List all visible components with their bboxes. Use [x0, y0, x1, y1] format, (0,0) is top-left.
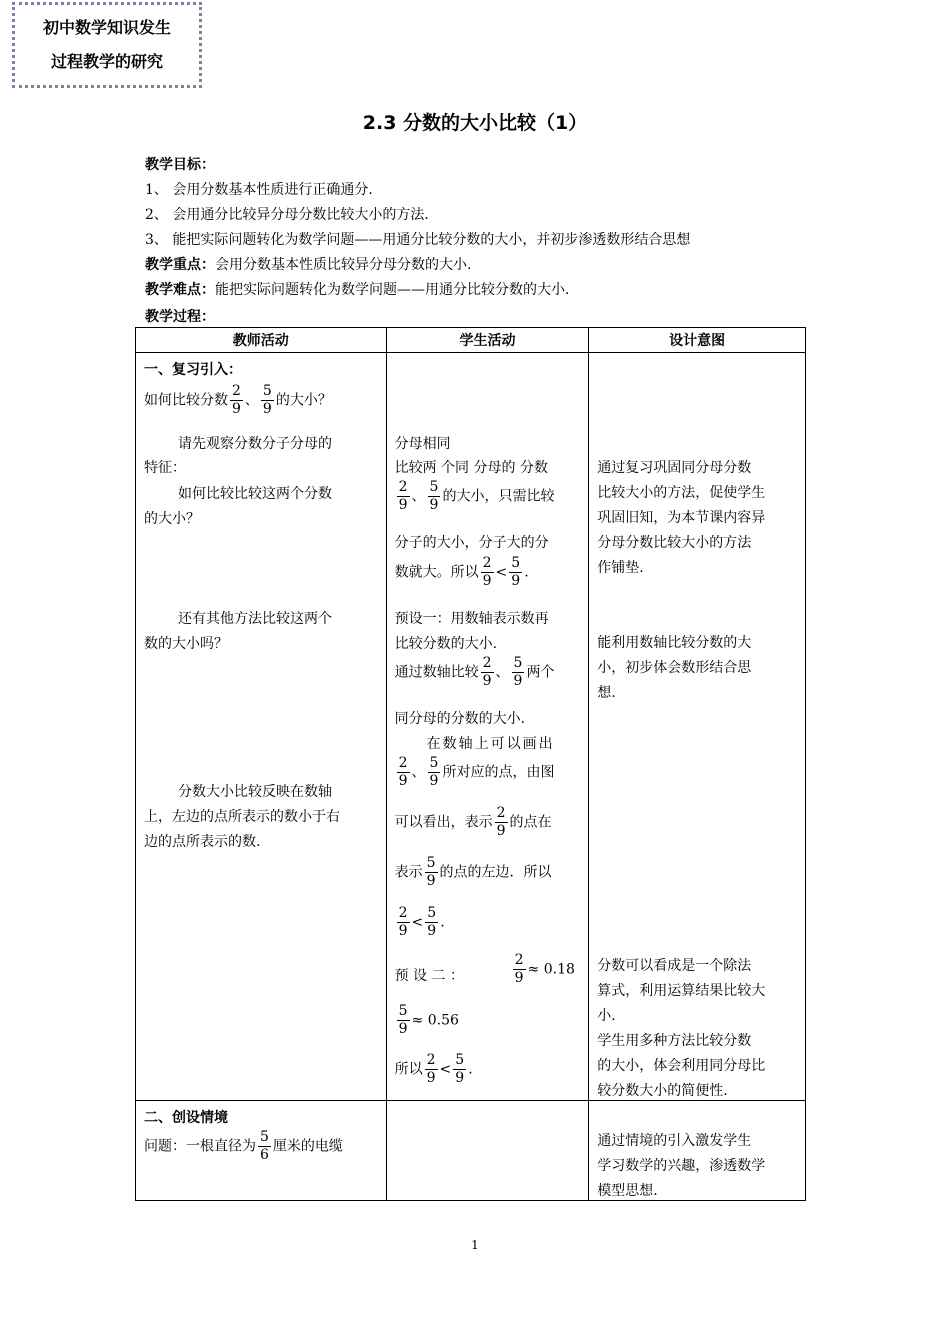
numerator: 5: [513, 655, 523, 671]
fraction-5-9: [397, 1003, 410, 1038]
text: 的大小，只需比较: [442, 488, 555, 505]
student-text: [395, 479, 555, 514]
fraction-2-9: [397, 755, 410, 790]
text: 通过数轴比较: [394, 664, 479, 681]
student-text: [395, 755, 555, 790]
denominator: 9: [398, 773, 408, 789]
text: ≈ 0.56: [411, 1012, 459, 1029]
header-teacher: 教师活动: [136, 328, 387, 353]
text: 、: [411, 764, 426, 781]
text: 所以: [394, 1061, 423, 1078]
text: <: [439, 1061, 452, 1078]
teacher-text: 请先观察分数分子分母的: [178, 436, 332, 452]
difficulty-label: 教学难点：: [145, 282, 215, 298]
fraction-5-9: [428, 755, 441, 790]
design-text: 巩固旧知，为本节课内容异: [597, 510, 766, 526]
numerator: 5: [455, 1052, 465, 1068]
text: 的大小？: [275, 392, 332, 409]
text: .: [524, 564, 529, 581]
denominator: 9: [429, 773, 439, 789]
section-heading: 二、创设情境: [144, 1110, 228, 1126]
lesson-table: [135, 327, 806, 1201]
section-heading: 一、复习引入：: [144, 362, 242, 378]
numerator: 2: [496, 805, 506, 821]
teacher-text: 数的大小吗？: [144, 636, 228, 652]
numerator: 2: [482, 655, 492, 671]
student-text: [395, 555, 529, 590]
denominator: 9: [262, 401, 272, 417]
teacher-question: [144, 383, 332, 418]
stamp-line-1: 初中数学知识发生: [42, 18, 171, 37]
numerator: 2: [398, 755, 408, 771]
table-header-row: [136, 328, 806, 353]
text: 数就大。所以: [394, 564, 479, 581]
text: 的点在: [509, 814, 552, 831]
numerator: 5: [398, 1003, 408, 1019]
teacher-question: [144, 1129, 343, 1164]
design-text: 能利用数轴比较分数的大: [597, 635, 752, 651]
stamp-line-2: 过程教学的研究: [50, 52, 163, 71]
design-text: 算式，利用运算结果比较大: [597, 983, 766, 999]
key-point-label: 教学重点：: [145, 257, 215, 273]
text: 表示: [394, 864, 423, 881]
teacher-text: 分数大小比较反映在数轴: [178, 784, 332, 800]
design-text: 通过情境的引入激发学生: [597, 1133, 752, 1149]
text: .: [468, 1061, 473, 1078]
teacher-text: 还有其他方法比较这两个: [178, 611, 332, 627]
objectives-label: 教学目标：: [145, 157, 215, 173]
fraction-2-9: [481, 555, 494, 590]
denominator: 9: [514, 970, 524, 986]
text: <: [495, 564, 508, 581]
teacher-text: 边的点所表示的数.: [144, 834, 261, 850]
text: 问题：一根直径为: [144, 1138, 256, 1155]
denominator: 9: [426, 873, 436, 889]
student-cell: [386, 1101, 589, 1201]
numerator: 2: [232, 383, 241, 399]
student-text: 预设一：用数轴表示数再: [394, 611, 549, 627]
teacher-text: 的大小？: [144, 511, 200, 527]
student-text: 分母相同: [394, 436, 451, 452]
student-text: 在数轴上可以画出: [426, 736, 555, 752]
fraction-5-9: [512, 655, 525, 690]
text: 、: [495, 664, 510, 681]
student-text: 预 设 二 ：: [394, 968, 464, 984]
fraction-5-9: [261, 383, 274, 418]
denominator: 9: [398, 923, 408, 939]
design-text: 学生用多种方法比较分数: [597, 1033, 752, 1049]
numerator: 5: [262, 383, 272, 399]
header-design: 设计意图: [589, 328, 806, 353]
process-label: 教学过程：: [145, 309, 215, 325]
numerator: 5: [427, 905, 437, 921]
difficulty-text: 能把实际问题转化为数学问题——用通分比较分数的大小.: [215, 282, 570, 298]
fraction-2-9: [513, 952, 526, 987]
student-text: [395, 1003, 459, 1038]
student-cell: [386, 353, 589, 1101]
denominator: 6: [260, 1147, 269, 1163]
header-student: 学生活动: [386, 328, 589, 353]
objective-item: 2、 会用通分比较异分母分数比较大小的方法.: [145, 207, 429, 223]
denominator: 9: [513, 673, 523, 689]
fraction-2-9: [495, 805, 508, 840]
key-point-text: 会用分数基本性质比较异分母分数的大小.: [215, 257, 472, 273]
numerator: 2: [482, 555, 492, 571]
fraction-5-9: [425, 905, 438, 940]
denominator: 9: [232, 401, 241, 417]
fraction-2-9: [397, 905, 410, 940]
header-stamp: [12, 2, 202, 88]
teacher-cell: [136, 353, 387, 1101]
design-text: 通过复习巩固同分母分数: [597, 460, 752, 476]
text: 两个: [526, 664, 555, 681]
design-text: 的大小，体会利用同分母比: [597, 1058, 766, 1074]
fraction-5-6: [258, 1129, 271, 1164]
design-text: 作铺垫.: [597, 560, 644, 576]
denominator: 9: [426, 1070, 436, 1086]
denominator: 9: [455, 1070, 465, 1086]
student-text: [511, 952, 575, 987]
design-text: 小.: [597, 1008, 616, 1024]
denominator: 9: [482, 573, 492, 589]
student-text: 分子的大小，分子大的分: [394, 535, 549, 551]
design-cell: [589, 1101, 806, 1201]
text: .: [440, 914, 445, 931]
numerator: 2: [514, 952, 524, 968]
denominator: 9: [482, 673, 492, 689]
text: 如何比较分数: [144, 392, 228, 409]
denominator: 9: [429, 497, 439, 513]
design-text: 想.: [597, 685, 616, 701]
text: 的点的左边．所以: [439, 864, 552, 881]
student-text: [395, 905, 445, 940]
text: 、: [411, 488, 426, 505]
page-number: 1: [471, 1238, 479, 1252]
fraction-2-9: [481, 655, 494, 690]
text: 、: [244, 392, 259, 409]
text: ≈ 0.18: [527, 961, 575, 978]
fraction-5-9: [453, 1052, 466, 1087]
teacher-text: 特征：: [144, 460, 186, 476]
numerator: 2: [398, 479, 408, 495]
design-cell: [589, 353, 806, 1101]
student-text: 比较分数的大小.: [394, 636, 498, 652]
student-text: [395, 805, 552, 840]
fraction-2-9: [425, 1052, 438, 1087]
objective-item: 1、 会用分数基本性质进行正确通分.: [145, 182, 373, 198]
table-row: [136, 353, 806, 1101]
design-text: 分数可以看成是一个除法: [597, 958, 752, 974]
text: 可以看出，表示: [394, 814, 493, 831]
numerator: 2: [426, 1052, 436, 1068]
numerator: 5: [429, 479, 439, 495]
fraction-5-9: [425, 855, 438, 890]
student-text: 同分母的分数的大小.: [394, 711, 526, 727]
fraction-5-9: [428, 479, 441, 514]
numerator: 5: [429, 755, 439, 771]
numerator: 5: [426, 855, 436, 871]
numerator: 5: [260, 1129, 269, 1145]
fraction-5-9: [509, 555, 522, 590]
text: 所对应的点，由图: [442, 764, 555, 781]
design-text: 小，初步体会数形结合思: [597, 660, 752, 676]
objective-item: 3、 能把实际问题转化为数学问题——用通分比较分数的大小，并初步渗透数形结合思想: [145, 232, 691, 248]
student-text: 比较两 个同 分母的 分数: [394, 460, 548, 476]
difficulty: [145, 279, 569, 299]
numerator: 2: [398, 905, 408, 921]
text: 厘米的电缆: [272, 1138, 343, 1155]
denominator: 9: [496, 823, 506, 839]
design-text: 比较大小的方法，促使学生: [597, 485, 766, 501]
fraction-2-9: [397, 479, 410, 514]
design-text: 学习数学的兴趣，渗透数学: [597, 1158, 766, 1174]
student-text: [395, 855, 552, 890]
teacher-text: 如何比较比较这两个分数: [178, 486, 332, 502]
denominator: 9: [398, 1021, 408, 1037]
table-row: [136, 1101, 806, 1201]
denominator: 9: [427, 923, 437, 939]
teacher-cell: [136, 1101, 387, 1201]
design-text: 较分数大小的简便性.: [597, 1083, 728, 1099]
fraction-2-9: [230, 383, 243, 418]
text: <: [411, 914, 424, 931]
student-text: [395, 655, 555, 690]
teacher-text: 上，左边的点所表示的数小于右: [144, 809, 340, 825]
denominator: 9: [511, 573, 521, 589]
numerator: 5: [511, 555, 521, 571]
design-text: 模型思想.: [597, 1183, 658, 1199]
page-title: 2.3 分数的大小比较（1）: [362, 112, 588, 134]
design-text: 分母分数比较大小的方法: [597, 535, 752, 551]
denominator: 9: [398, 497, 408, 513]
student-text: [395, 1052, 473, 1087]
key-point: [145, 254, 471, 274]
